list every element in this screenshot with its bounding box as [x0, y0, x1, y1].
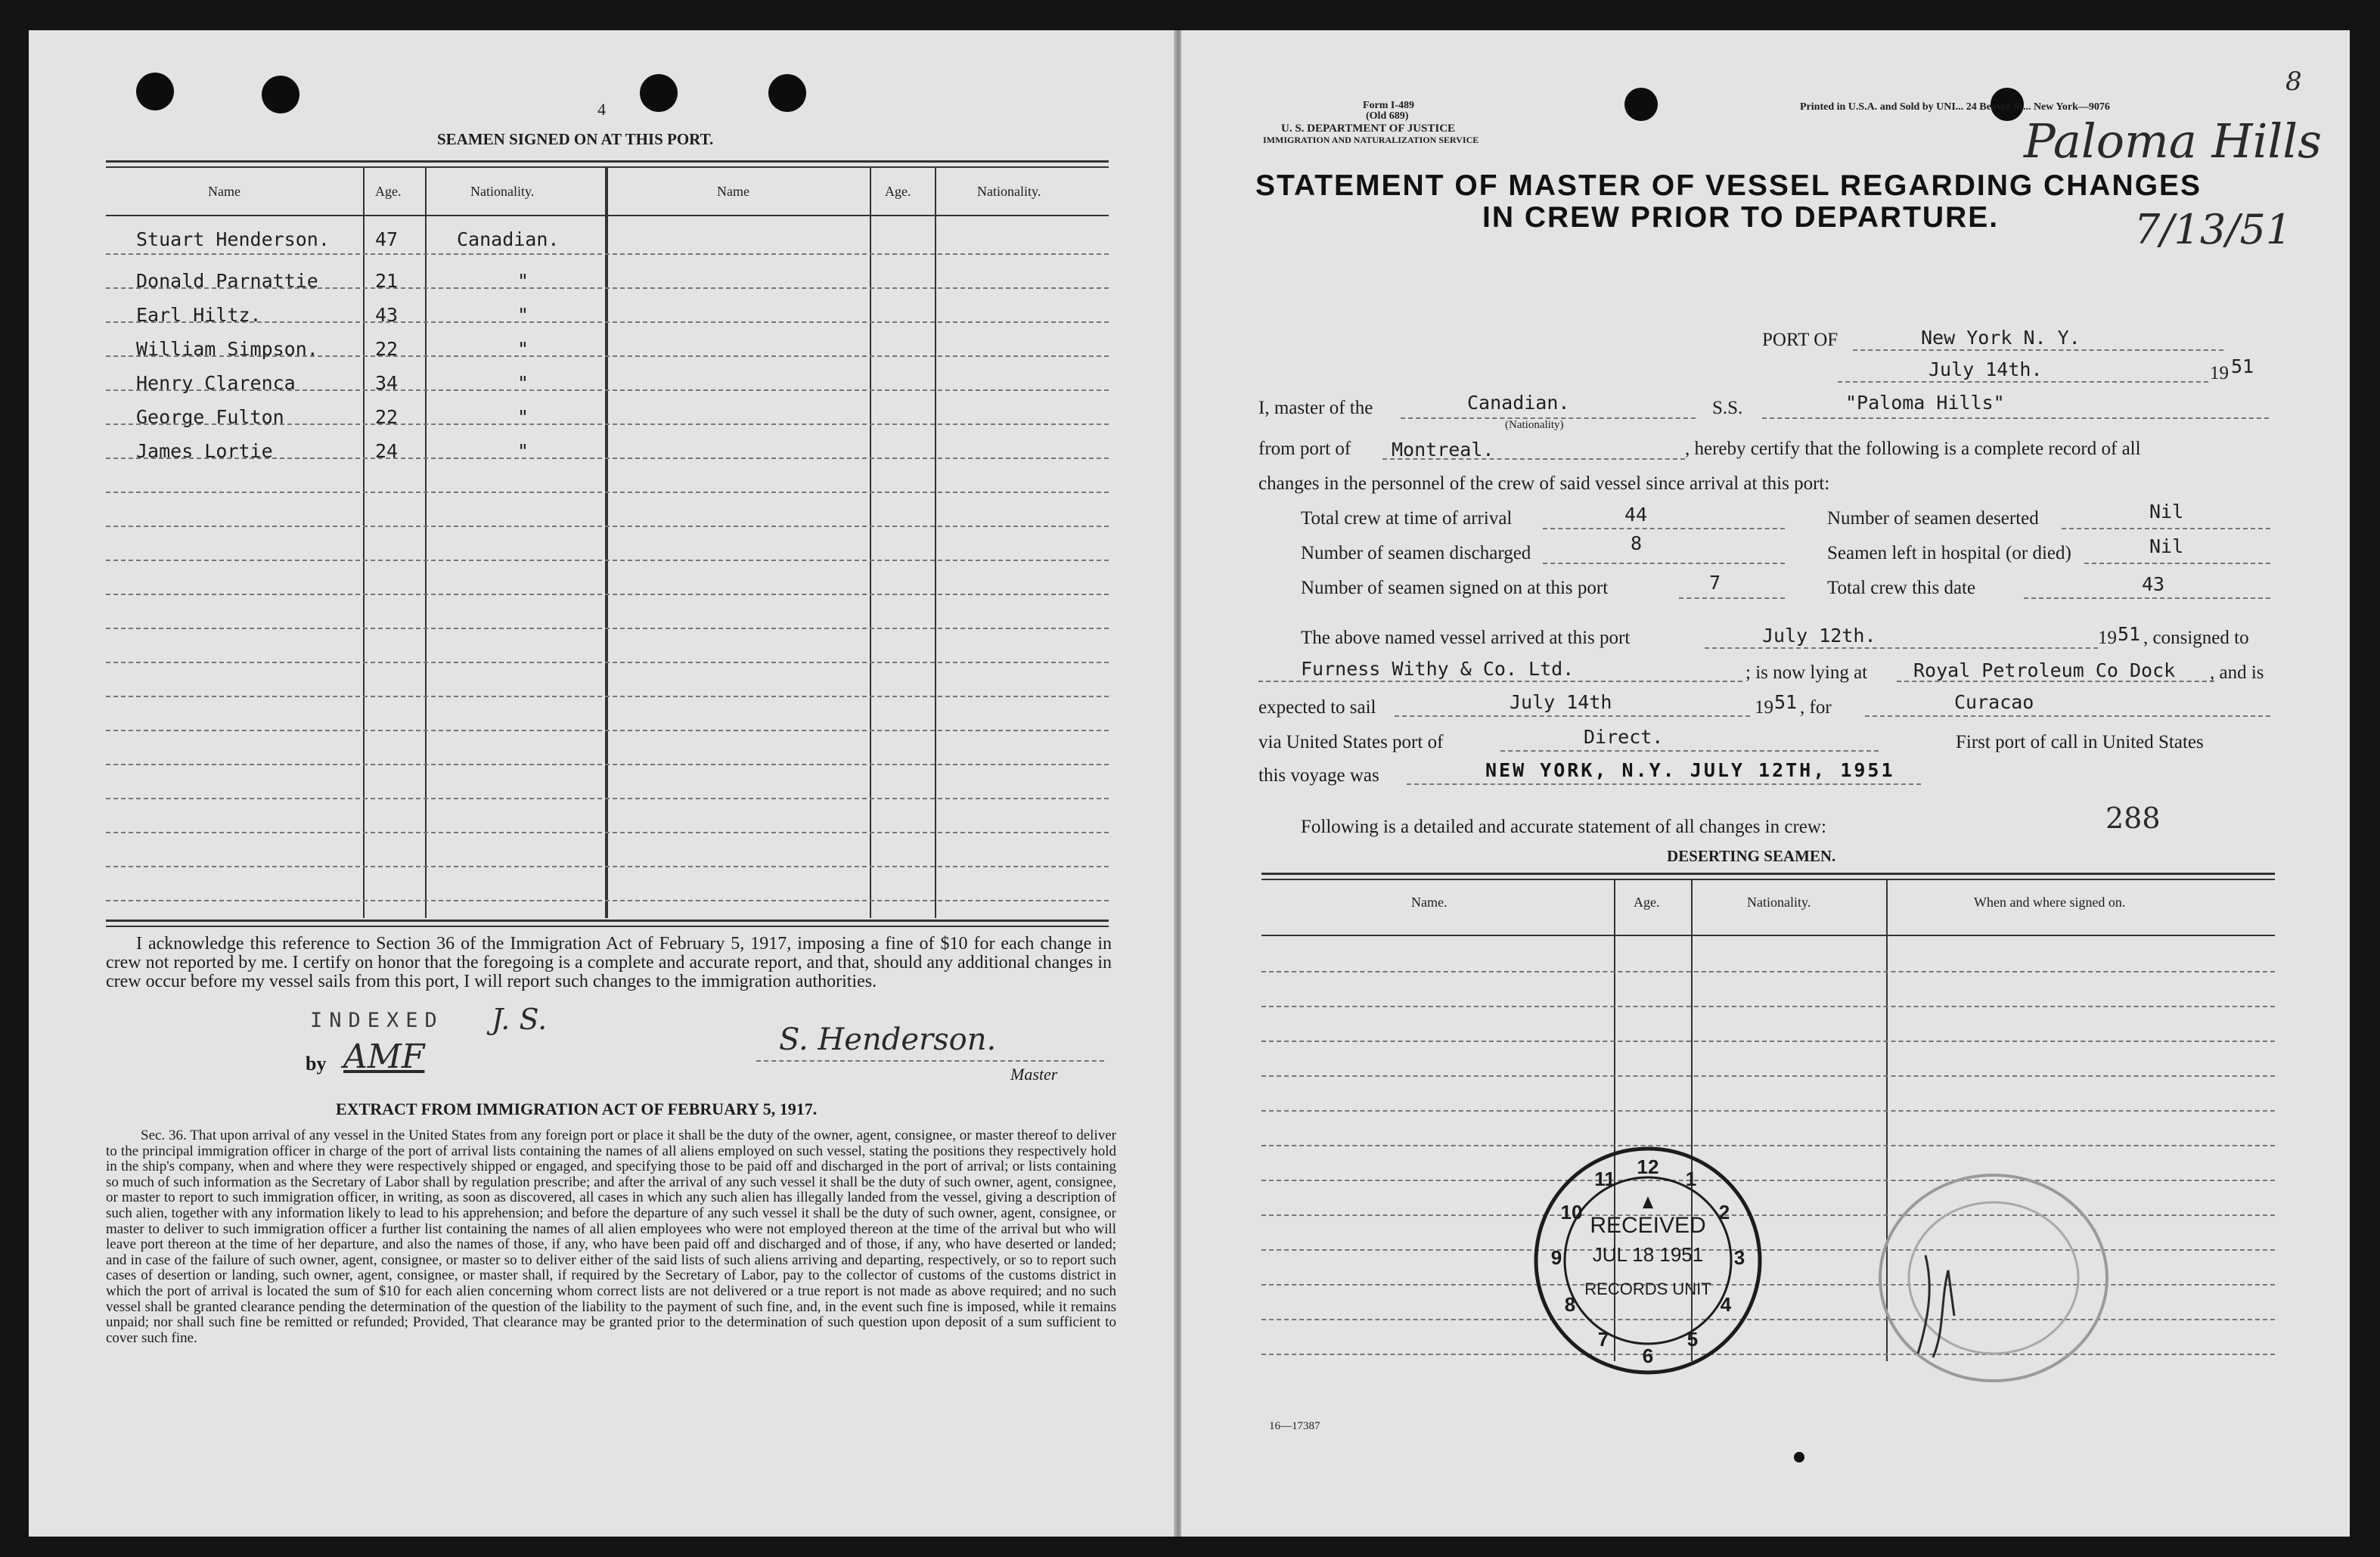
signed-on-value: 7	[1709, 572, 1721, 594]
and-is-label: , and is	[2210, 662, 2264, 683]
punch-hole	[640, 74, 678, 112]
form-title-line1: STATEMENT OF MASTER OF VESSEL REGARDING CHANGES	[1255, 169, 2202, 202]
svg-text:11: 11	[1594, 1168, 1615, 1190]
from-port-value: Montreal.	[1392, 439, 1494, 461]
service: IMMIGRATION AND NATURALIZATION SERVICE	[1263, 135, 1479, 145]
lying-label: ; is now lying at	[1745, 662, 1868, 683]
ink-dot	[1794, 1452, 1804, 1462]
consignee-value: Furness Withy & Co. Ltd.	[1301, 658, 1575, 680]
seaman-name: Henry Clarenca	[136, 372, 296, 394]
deserting-col-signed-on: When and where signed on.	[1974, 895, 2126, 910]
consigned-label: , consigned to	[2143, 628, 2249, 648]
deserted-label: Number of seamen deserted	[1827, 508, 2039, 529]
svg-text:6: 6	[1642, 1345, 1654, 1367]
faint-stamp	[1873, 1165, 2115, 1391]
signed-on-label: Number of seamen signed on at this port	[1301, 578, 1609, 598]
from-port-label: from port of	[1258, 439, 1351, 459]
master-signature: S. Henderson.	[779, 1022, 997, 1057]
handwritten-date: 7/13/51	[2134, 206, 2292, 253]
arrived-year-suffix: 51	[2118, 623, 2141, 645]
col-header-nationality: Nationality.	[470, 184, 535, 199]
nationality-caption: (Nationality)	[1505, 419, 1564, 431]
total-crew-arrival-value: 44	[1624, 504, 1648, 526]
svg-text:4: 4	[1720, 1293, 1732, 1316]
svg-text:5: 5	[1686, 1328, 1699, 1351]
via-value: Direct.	[1584, 726, 1664, 748]
page-number: 4	[597, 100, 606, 119]
form-number: Form I-489	[1363, 100, 1415, 111]
lying-value: Royal Petroleum Co Dock	[1913, 659, 2176, 681]
deserting-title: DESERTING SEAMEN.	[1667, 847, 1836, 865]
seaman-name: Earl Hiltz.	[136, 304, 262, 326]
svg-text:3: 3	[1733, 1246, 1745, 1269]
arrived-year-prefix: 19	[2098, 628, 2117, 648]
punch-hole	[262, 76, 299, 113]
indexed-stamp: INDEXED	[310, 1009, 444, 1032]
handwritten-vessel: Paloma Hills	[2024, 113, 2322, 169]
year-suffix: 51	[2231, 355, 2254, 377]
port-label: PORT OF	[1762, 330, 1839, 350]
svg-text:2: 2	[1718, 1201, 1730, 1224]
for-label: , for	[1800, 697, 1832, 718]
arrived-label: The above named vessel arrived at this port	[1301, 628, 1631, 648]
svg-text:1: 1	[1685, 1168, 1697, 1190]
by-initials: AMF	[343, 1037, 425, 1076]
col-header-name: Name	[208, 184, 240, 199]
date-value: July 14th.	[1929, 358, 2043, 380]
seaman-nationality: "	[517, 338, 529, 360]
form-title-line2: IN CREW PRIOR TO DEPARTURE.	[1482, 201, 2000, 234]
seaman-name: George Fulton	[136, 406, 284, 428]
total-crew-date-label: Total crew this date	[1827, 578, 1976, 598]
printer-line: Printed in U.S.A. and Sold by UNI... 24 Beaver St... New York—9076	[1800, 101, 2110, 113]
extract-text: Sec. 36. That upon arrival of any vessel in the United States from any foreign port or place it shall be the duty of the owner, agent, consignee, or master thereof to deliver to the principal immigration officer in charge of the port of arrival lists containing the names of all aliens employed on such vessel, stating the positions they respectively hold in the ship's company, when and where they were respectively shipped or engaged, and specifying those to be paid off and discharged in the port of arrival; or lists containing so much of such information as the Secretary of Labor shall by regulation prescribe; and after the arrival of any such vessel it shall be the duty of such owner, agent, consignee, or master to report to such immigration officer, in writing, as soon as discovered, all cases in which any such alien has illegally landed from the vessel, giving a description of such alien, together with any information likely to lead to his apprehension; and before the departure of any such vessel it shall be the duty of such owner, agent, consignee, or master to deliver to such immigration officer a further list containing the names of all alien employees who were not employed thereon at the time of the arrival but who will leave port thereon at the time of her departure, and also the names of those, if any, who have been paid off and discharged and of those, if any, who have deserted or landed; and in case of the failure of such owner, agent, consignee, or master so to deliver either of the said lists of such aliens arriving and departing, respectively, or so to report such cases of desertion or landing, such owner, agent, consignee, or master shall, if required by the Secretary of Labor, pay to the collector of customs of the customs district in which the port of arrival is located the sum of $10 for each alien concerning whom correct lists are not delivered or a true report is not made as above required; and no such vessel shall be granted clearance pending the determination of the question of the liability to the payment of such fine, and, in the event such fine is imposed, while it remains unpaid; nor shall such fine be remitted or refunded; Provided, That clearance may be granted prior to the determination of such question upon deposit of a sum sufficient to cover such fine.	[106, 1127, 1116, 1346]
vessel-name: "Paloma Hills"	[1845, 392, 2005, 414]
col-header-name: Name	[717, 184, 749, 199]
seaman-nationality: "	[517, 270, 529, 292]
ss-label: S.S.	[1712, 398, 1743, 418]
seaman-age: 34	[375, 372, 399, 394]
indexed-initials: J. S.	[492, 1003, 548, 1036]
hospital-value: Nil	[2149, 535, 2184, 557]
seaman-nationality: "	[517, 372, 529, 394]
seaman-age: 24	[375, 440, 399, 462]
stamp-date-text: JUL 18 1951	[1592, 1243, 1704, 1266]
deserting-col-name: Name.	[1411, 895, 1448, 910]
seaman-age: 22	[375, 406, 399, 428]
punch-hole	[768, 74, 806, 112]
port-value: New York N. Y.	[1921, 327, 2081, 349]
svg-text:8: 8	[1564, 1293, 1576, 1316]
seaman-nationality: "	[517, 406, 529, 428]
first-port-label: First port of call in United States	[1956, 732, 2204, 752]
seaman-age: 47	[375, 228, 399, 250]
hospital-label: Seamen left in hospital (or died)	[1827, 543, 2071, 563]
expected-year-prefix: 19	[1755, 697, 1773, 718]
voyage-stamp: NEW YORK, N.Y. JULY 12TH, 1951	[1485, 759, 1895, 781]
seaman-age: 22	[375, 338, 399, 360]
col-header-nationality: Nationality.	[977, 184, 1041, 199]
arrived-value: July 12th.	[1762, 625, 1876, 647]
extract-title: EXTRACT FROM IMMIGRATION ACT OF FEBRUARY 5, 1917.	[336, 1100, 818, 1118]
department: U. S. DEPARTMENT OF JUSTICE	[1281, 123, 1456, 135]
col-header-age: Age.	[375, 184, 402, 199]
following-text: Following is a detailed and accurate statement of all changes in crew:	[1301, 817, 1826, 837]
expected-label: expected to sail	[1258, 697, 1376, 718]
form-old-number: (Old 689)	[1366, 110, 1409, 122]
deserted-value: Nil	[2149, 501, 2184, 523]
deserting-col-nationality: Nationality.	[1747, 895, 1811, 910]
punch-hole	[136, 73, 174, 110]
master-of-label: I, master of the	[1258, 398, 1373, 418]
seaman-name: James Lortie	[136, 440, 273, 462]
stamp-unit-text: RECORDS UNIT	[1584, 1279, 1711, 1298]
year-prefix: 19	[2210, 363, 2229, 383]
received-stamp	[1531, 1143, 1765, 1378]
page-count: 288	[2105, 802, 2161, 835]
seaman-name: Stuart Henderson.	[136, 228, 330, 250]
certify-text: , hereby certify that the following is a complete record of all	[1685, 439, 2141, 459]
seaman-age: 21	[375, 270, 399, 292]
footer-code: 16—17387	[1269, 1420, 1320, 1432]
expected-value: July 14th	[1510, 691, 1612, 713]
discharged-label: Number of seamen discharged	[1301, 543, 1531, 563]
svg-text:12: 12	[1637, 1155, 1659, 1178]
master-label: Master	[1010, 1065, 1058, 1084]
svg-text:10: 10	[1560, 1201, 1583, 1224]
total-crew-arrival-label: Total crew at time of arrival	[1301, 508, 1513, 529]
corner-mark: 8	[2285, 67, 2302, 97]
seaman-nationality: "	[517, 440, 529, 462]
seaman-name: Donald Parnattie	[136, 270, 318, 292]
by-label: by	[306, 1053, 327, 1075]
acknowledgement-text: I acknowledge this reference to Section 36 of the Immigration Act of February 5, 1917, imposing a fine of $10 for each change in crew not reported by me. I certify on honor that the foregoing is a complete and accurate report, and that, should any additional changes in crew occur before my vessel sails from this port, I will report such changes to the immigration authorities.	[106, 934, 1112, 991]
svg-text:7: 7	[1597, 1328, 1609, 1351]
svg-text:9: 9	[1550, 1246, 1562, 1269]
seaman-nationality: Canadian.	[457, 228, 560, 250]
total-crew-date-value: 43	[2142, 573, 2165, 595]
punch-hole	[1624, 88, 1658, 121]
via-label: via United States port of	[1258, 732, 1444, 752]
deserting-col-age: Age.	[1634, 895, 1660, 910]
seaman-age: 43	[375, 304, 399, 326]
changes-text: changes in the personnel of the crew of said vessel since arrival at this port:	[1258, 473, 1830, 494]
stamp-received-text: RECEIVED	[1590, 1213, 1706, 1238]
section-title: SEAMEN SIGNED ON AT THIS PORT.	[437, 130, 714, 148]
voyage-label: this voyage was	[1258, 765, 1379, 786]
nationality-value: Canadian.	[1467, 392, 1570, 414]
destination-value: Curacao	[1954, 691, 2034, 713]
seaman-name: William Simpson.	[136, 338, 318, 360]
col-header-age: Age.	[885, 184, 911, 199]
discharged-value: 8	[1631, 532, 1643, 554]
expected-year-suffix: 51	[1774, 691, 1798, 713]
seaman-nationality: "	[517, 304, 529, 326]
